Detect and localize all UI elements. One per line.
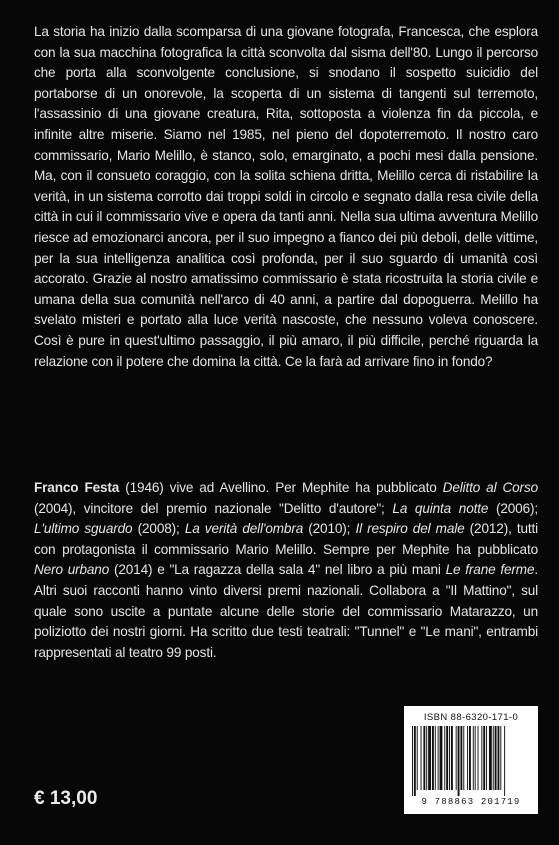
barcode-bar [489, 726, 492, 790]
barcode-bar [428, 726, 431, 790]
barcode-bar [463, 726, 464, 790]
barcode-bar [446, 726, 448, 790]
bio-text: (2006); [488, 500, 538, 516]
barcode-bar [481, 726, 482, 790]
barcode-bar [495, 726, 497, 790]
bio-text: (2014) e "La ragazza della sala 4" nel libro a più mani [109, 562, 446, 578]
barcode-bar [486, 726, 487, 790]
price-label: € 13,00 [34, 788, 98, 809]
bio-text: . Altri suoi racconti hanno vinto diversi premi nazionali. Collabora a "Il Mattino", sul quale sono uscite a puntate alcune delle storie del commissario Matarazzo, un poliziotto dei nostri giorni. Ha scritto due testi teatrali: "Tunnel" e "Le mani", entrambi rappresentati al teatro 99 posti. [34, 562, 539, 660]
barcode-bar [456, 726, 457, 790]
barcode-bar [460, 726, 462, 790]
barcode-bar [426, 726, 427, 790]
bio-text: (2012), tutti con protagonista il commissario Mario Melillo. Sempre per Mephite ha pubblicato [34, 521, 539, 557]
barcode-icon [408, 726, 534, 796]
barcode-bar [421, 726, 422, 790]
barcode-bar [444, 726, 445, 790]
book-title: Nero urbano [34, 562, 110, 578]
barcode-bar [438, 726, 439, 790]
book-title: Le frane ferme [445, 562, 535, 578]
barcode-bar [493, 726, 494, 790]
bio-text: (2004), vincitore del premio nazionale "Delitto d'autore"; [34, 500, 393, 516]
isbn-label: ISBN 88-6320-171-0 [423, 712, 519, 723]
barcode-bar [432, 726, 434, 790]
bio-text: (1946) vive ad Avellino. Per Mephite ha pubblicato [119, 480, 443, 495]
book-title: La verità dell'ombra [184, 521, 304, 537]
barcode-bar [498, 726, 500, 790]
barcode-bar [414, 726, 416, 796]
barcode-bar [478, 726, 479, 790]
bio-text: (2008); [132, 521, 185, 537]
barcode-bar [473, 726, 474, 790]
barcode-bar [435, 726, 436, 790]
barcode-bar [469, 726, 471, 790]
barcode-bar [483, 726, 485, 790]
barcode-bar [458, 726, 460, 796]
barcode-bar [500, 726, 501, 790]
barcode-bar [412, 726, 413, 796]
barcode-bar [449, 726, 450, 790]
barcode-bar [440, 726, 443, 790]
barcode-bar [423, 726, 425, 790]
author-name: Franco Festa [34, 480, 120, 495]
book-title: Il respiro del male [355, 521, 465, 537]
book-title: La quinta notte [392, 500, 489, 516]
barcode-bar [504, 726, 505, 796]
bio-text: (2010); [303, 521, 356, 537]
back-cover-blurb: La storia ha inizio dalla scomparsa di una giovane fotografa, Francesca, che esplora con la sua macchina fotografica la città sconvolta dal sisma dell'80. Lungo il percorso che porta alla sconvolgente conclusione, si snodano il sospetto suicidio del portaborse di un onorevole, la scoperta di un sistema di tangenti sul terremoto, l'assassinio di una giovane creatura, Rita, sottoposta a violenza fin da piccola, e infinite altre miserie. Siamo nel 1985, nel pieno del dopoterremoto. Il nostro caro commissario, Mario Melillo, è stanco, solo, emarginato, a pochi mesi dalla pensione. Ma, con il consueto coraggio, con la solita schiena dritta, Melillo cerca di ristabilire la verità, in un sistema corrotto dai troppi soldi in circolo e segnato dalla resa civile della città in cui il commissario vive e opera da tanti anni. Nella sua ultima avventura Melillo riesce ad emozionarci ancora, per il suo impegno a fianco dei più deboli, delle vittime, per la sua intelligenza analitica così profonda, per il suo sguardo di umanità così accorato. Grazie al nostro amatissimo commissario è stata ricostruita la storia civile e umana della sua comunità nell'arco di 40 anni, a partire dal dopoguerra. Melillo ha svelato misteri e portato alla luce verità nascoste, che nessuno voleva conoscere. Così è pure in quest'ultimo passaggio, il più amaro, il più difficile, perché riguarda la relazione con il potere che domina la città. Ce la farà ad arrivare fino in fondo? [34, 24, 538, 369]
barcode-bar [475, 726, 476, 790]
book-title: L'ultimo sguardo [34, 521, 133, 537]
barcode-digits: 9 788863 201719 [421, 797, 521, 807]
book-title: Delitto al Corso [442, 480, 538, 495]
barcode-bar [417, 726, 418, 790]
barcode-bar [451, 726, 453, 790]
author-bio [34, 478, 538, 663]
isbn-barcode-box [404, 706, 538, 814]
barcode-bar [467, 726, 468, 790]
